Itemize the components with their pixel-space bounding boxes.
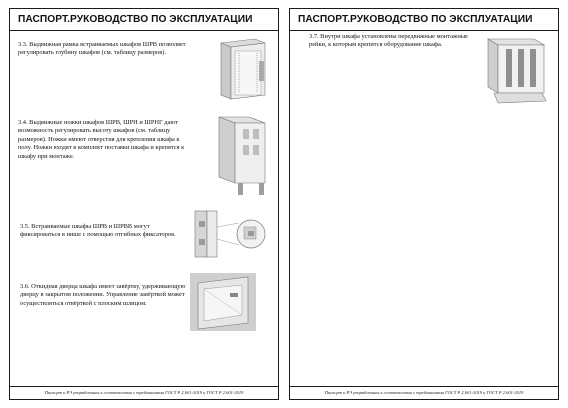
cabinet-legs-icon <box>215 113 269 197</box>
page-header: ПАСПОРТ.РУКОВОДСТВО ПО ЭКСПЛУАТАЦИИ <box>10 9 278 31</box>
section-text: 3.4. Выдвижные ножки шкафов ШРВ, ШРН и ШРНГ дают возможность регулировать высоту шкафов (см. таблицу размеров). Ножки имеют отверстия для крепления шкафа к полу. Ножки входят в комплект поставки шкафа и крепятся к шкафу при монтаже. <box>18 119 185 160</box>
section-text: 3.7. Внутри шкафа установлены передвижные монтажные рейки, к которым крепится оборудование шкафа. <box>309 33 468 49</box>
section-3-3 <box>10 23 278 103</box>
section-3-6 <box>10 267 278 333</box>
section-3-5 <box>10 205 278 261</box>
section-text: 3.6. Откидная дверца шкафа имеет завёртку, удерживающую дверцу в закрытом положении. Управление завёрткой может осуществляться отвёрткой с плоским шлицом. <box>20 283 186 307</box>
page-footer: Паспорт и РЭ разработаны в соответствии с требованиями ГОСТ Р 2.601-2019 и ГОСТ Р 2.601-2019 <box>290 386 558 399</box>
page-header: ПАСПОРТ.РУКОВОДСТВО ПО ЭКСПЛУАТАЦИИ <box>290 9 558 31</box>
page-footer: Паспорт и РЭ разработаны в соответствии с требованиями ГОСТ Р 2.601-2019 и ГОСТ Р 2.601-2019 <box>10 386 278 399</box>
section-3-4 <box>10 99 278 199</box>
cabinet-frame-icon <box>215 37 269 101</box>
section-text: 3.5. Встраиваемые шкафы ШРВ и ШРВВ могут фиксироваться в нише с помощью отгибных фиксаторов. <box>20 223 176 239</box>
page-left <box>9 8 279 400</box>
bend-clamp-icon <box>189 209 269 261</box>
page-right <box>289 8 559 400</box>
section-text: 3.3. Выдвижная рамка встраиваемых шкафов ШРВ позволяет регулировать глубину шкафов (см. таблицу размеров). <box>18 41 186 57</box>
door-latch-icon <box>190 273 256 331</box>
section-3-7 <box>290 23 558 103</box>
mounting-rails-icon <box>484 35 548 105</box>
